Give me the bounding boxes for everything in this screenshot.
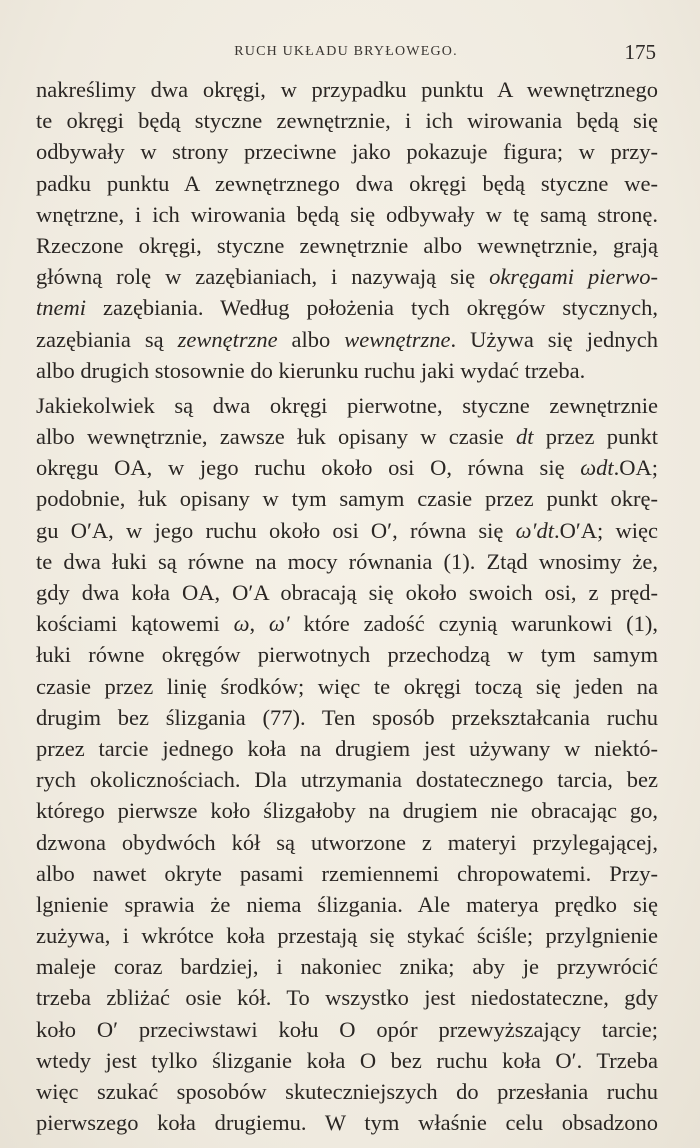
text-segment: okręgu OA, w jego ruchu około osi O, równa się: [36, 455, 581, 481]
text-segment: albo: [277, 326, 345, 352]
text-segment: główną rolę w zazębianiach, i nazywają się: [36, 264, 490, 290]
text-segment: nakreślimy dwa okręgi, w przypadku punktu A wewnętrznego: [36, 77, 658, 102]
italic-text: dt: [516, 424, 534, 450]
text-line: [36, 733, 658, 764]
text-segment: odbywały w strony przeciwne jako pokazuje figura; w przy-: [36, 139, 658, 165]
text-segment: czasie przez linię środków; więc te okręgi toczą się jeden na: [36, 673, 658, 699]
text-segment: gu O′A, w jego ruchu około osi O′, równa się: [36, 517, 516, 543]
text-line: [36, 795, 658, 826]
text-line: [36, 390, 658, 421]
text-segment: ,: [249, 611, 269, 637]
text-segment: pierwszego koła drugiemu. W tym właśnie celu obsadzono: [36, 1110, 658, 1136]
text-line: [36, 577, 658, 608]
text-line: [36, 608, 658, 639]
text-segment: . Używa się jednych: [450, 326, 658, 352]
text-segment: którego pierwsze koło ślizgałoby na drugiem nie obracając go,: [36, 798, 658, 824]
text-line: [36, 951, 658, 982]
text-line: [36, 105, 658, 136]
text-line: [36, 858, 658, 889]
text-line: [36, 421, 658, 452]
text-line: [36, 74, 658, 105]
text-segment: rych okolicznościach. Dla utrzymania dostatecznego tarcia, bez: [36, 767, 658, 793]
text-segment: Rzeczone okręgi, styczne zewnętrznie albo wewnętrznie, grają: [36, 232, 658, 258]
text-line: [36, 168, 658, 199]
text-segment: więc szukać sposobów skuteczniejszych do przesłania ruchu: [36, 1079, 658, 1104]
text-segment: albo nawet okryte pasami rzemiennemi chropowatemi. Przy-: [36, 860, 658, 886]
text-segment: albo drugich stosownie do kierunku ruchu jaki wydać trzeba.: [36, 357, 586, 383]
text-line: [36, 1076, 658, 1107]
text-line: [36, 827, 658, 858]
text-segment: Jakiekolwiek są dwa okręgi pierwotne, styczne zewnętrznie: [36, 392, 658, 418]
page-number: 175: [624, 40, 656, 64]
italic-text: ω: [233, 611, 250, 637]
text-segment: gdy dwa koła OA, O′A obracają się około swoich osi, z pręd-: [36, 580, 658, 605]
italic-text: ω′dt: [515, 517, 554, 543]
text-segment: drugim bez ślizgania (77). Ten sposób przekształcania ruchu: [36, 704, 658, 730]
text-segment: przez tarcie jednego koła na drugiem jest używany w niektó-: [36, 735, 658, 761]
text-line: [36, 1045, 658, 1076]
italic-text: okręgami pierwo-: [489, 264, 658, 290]
text-line: [36, 136, 658, 167]
text-segment: dzwona obydwóch kół są utworzone z materyi przylegającej,: [36, 829, 658, 855]
text-segment: podobnie, łuk opisany w tym samym czasie przez punkt okrę-: [36, 486, 658, 512]
text-line: [36, 292, 658, 323]
text-segment: albo wewnętrznie, zawsze łuk opisany w czasie: [36, 424, 516, 450]
text-line: [36, 515, 658, 546]
text-segment: te okręgi będą styczne zewnętrznie, i ich wirowania będą się: [36, 108, 658, 134]
text-segment: które zadość czynią warunkowi (1),: [289, 611, 658, 637]
text-line: [36, 1014, 658, 1045]
page-header: [36, 40, 656, 64]
text-line: [36, 1107, 658, 1138]
text-line: [36, 452, 658, 483]
text-line: [36, 702, 658, 733]
text-segment: lgnienie sprawia że niema ślizgania. Ale materya prędko się: [36, 891, 658, 917]
text-segment: .OA;: [613, 455, 658, 481]
text-segment: wtedy jest tylko ślizganie koła O bez ruchu koła O′. Trzeba: [36, 1047, 658, 1073]
text-line: [36, 982, 658, 1013]
text-segment: koło O′ przeciwstawi kołu O opór przewyższający tarcie;: [36, 1016, 658, 1042]
text-line: [36, 324, 658, 355]
text-line: [36, 889, 658, 920]
italic-text: zewnętrzne: [177, 326, 278, 352]
text-segment: zazębiania. Według położenia tych okręgów stycznych,: [86, 295, 658, 321]
text-segment: zazębiania są: [36, 326, 178, 352]
italic-text: tnemi: [36, 295, 86, 321]
text-segment: kościami kątowemi: [36, 611, 234, 637]
text-segment: łuki równe okręgów pierwotnych przechodzą w tym samym: [36, 642, 658, 668]
text-line: [36, 355, 658, 386]
text-line: [36, 671, 658, 702]
text-line: [36, 546, 658, 577]
text-segment: przez punkt: [533, 424, 658, 450]
text-line: [36, 483, 658, 514]
text-segment: trzeba zbliżać osie kół. To wszystko jest niedostateczne, gdy: [36, 985, 658, 1011]
italic-text: ω′: [268, 611, 290, 637]
text-line: [36, 639, 658, 670]
text-segment: wnętrzne, i ich wirowania będą się odbywały w tę samą stronę.: [36, 201, 658, 227]
text-segment: maleje coraz bardziej, i nakoniec znika; aby je przywrócić: [36, 954, 658, 980]
text-line: [36, 261, 658, 292]
text-line: [36, 920, 658, 951]
text-line: [36, 230, 658, 261]
text-segment: .O′A; więc: [553, 517, 658, 543]
text-segment: zużywa, i wkrótce koła przestają się stykać ściśle; przylgnienie: [36, 923, 658, 949]
text-line: [36, 764, 658, 795]
text-line: [36, 199, 658, 230]
body-text: [36, 74, 658, 1138]
italic-text: wewnętrzne: [344, 326, 451, 352]
text-segment: te dwa łuki są równe na mocy równania (1). Ztąd wnosimy że,: [36, 548, 658, 574]
italic-text: ωdt: [580, 455, 614, 481]
text-segment: padku punktu A zewnętrznego dwa okręgi będą styczne we-: [36, 170, 658, 196]
running-head: RUCH UKŁADU BRYŁOWEGO.: [234, 44, 458, 59]
